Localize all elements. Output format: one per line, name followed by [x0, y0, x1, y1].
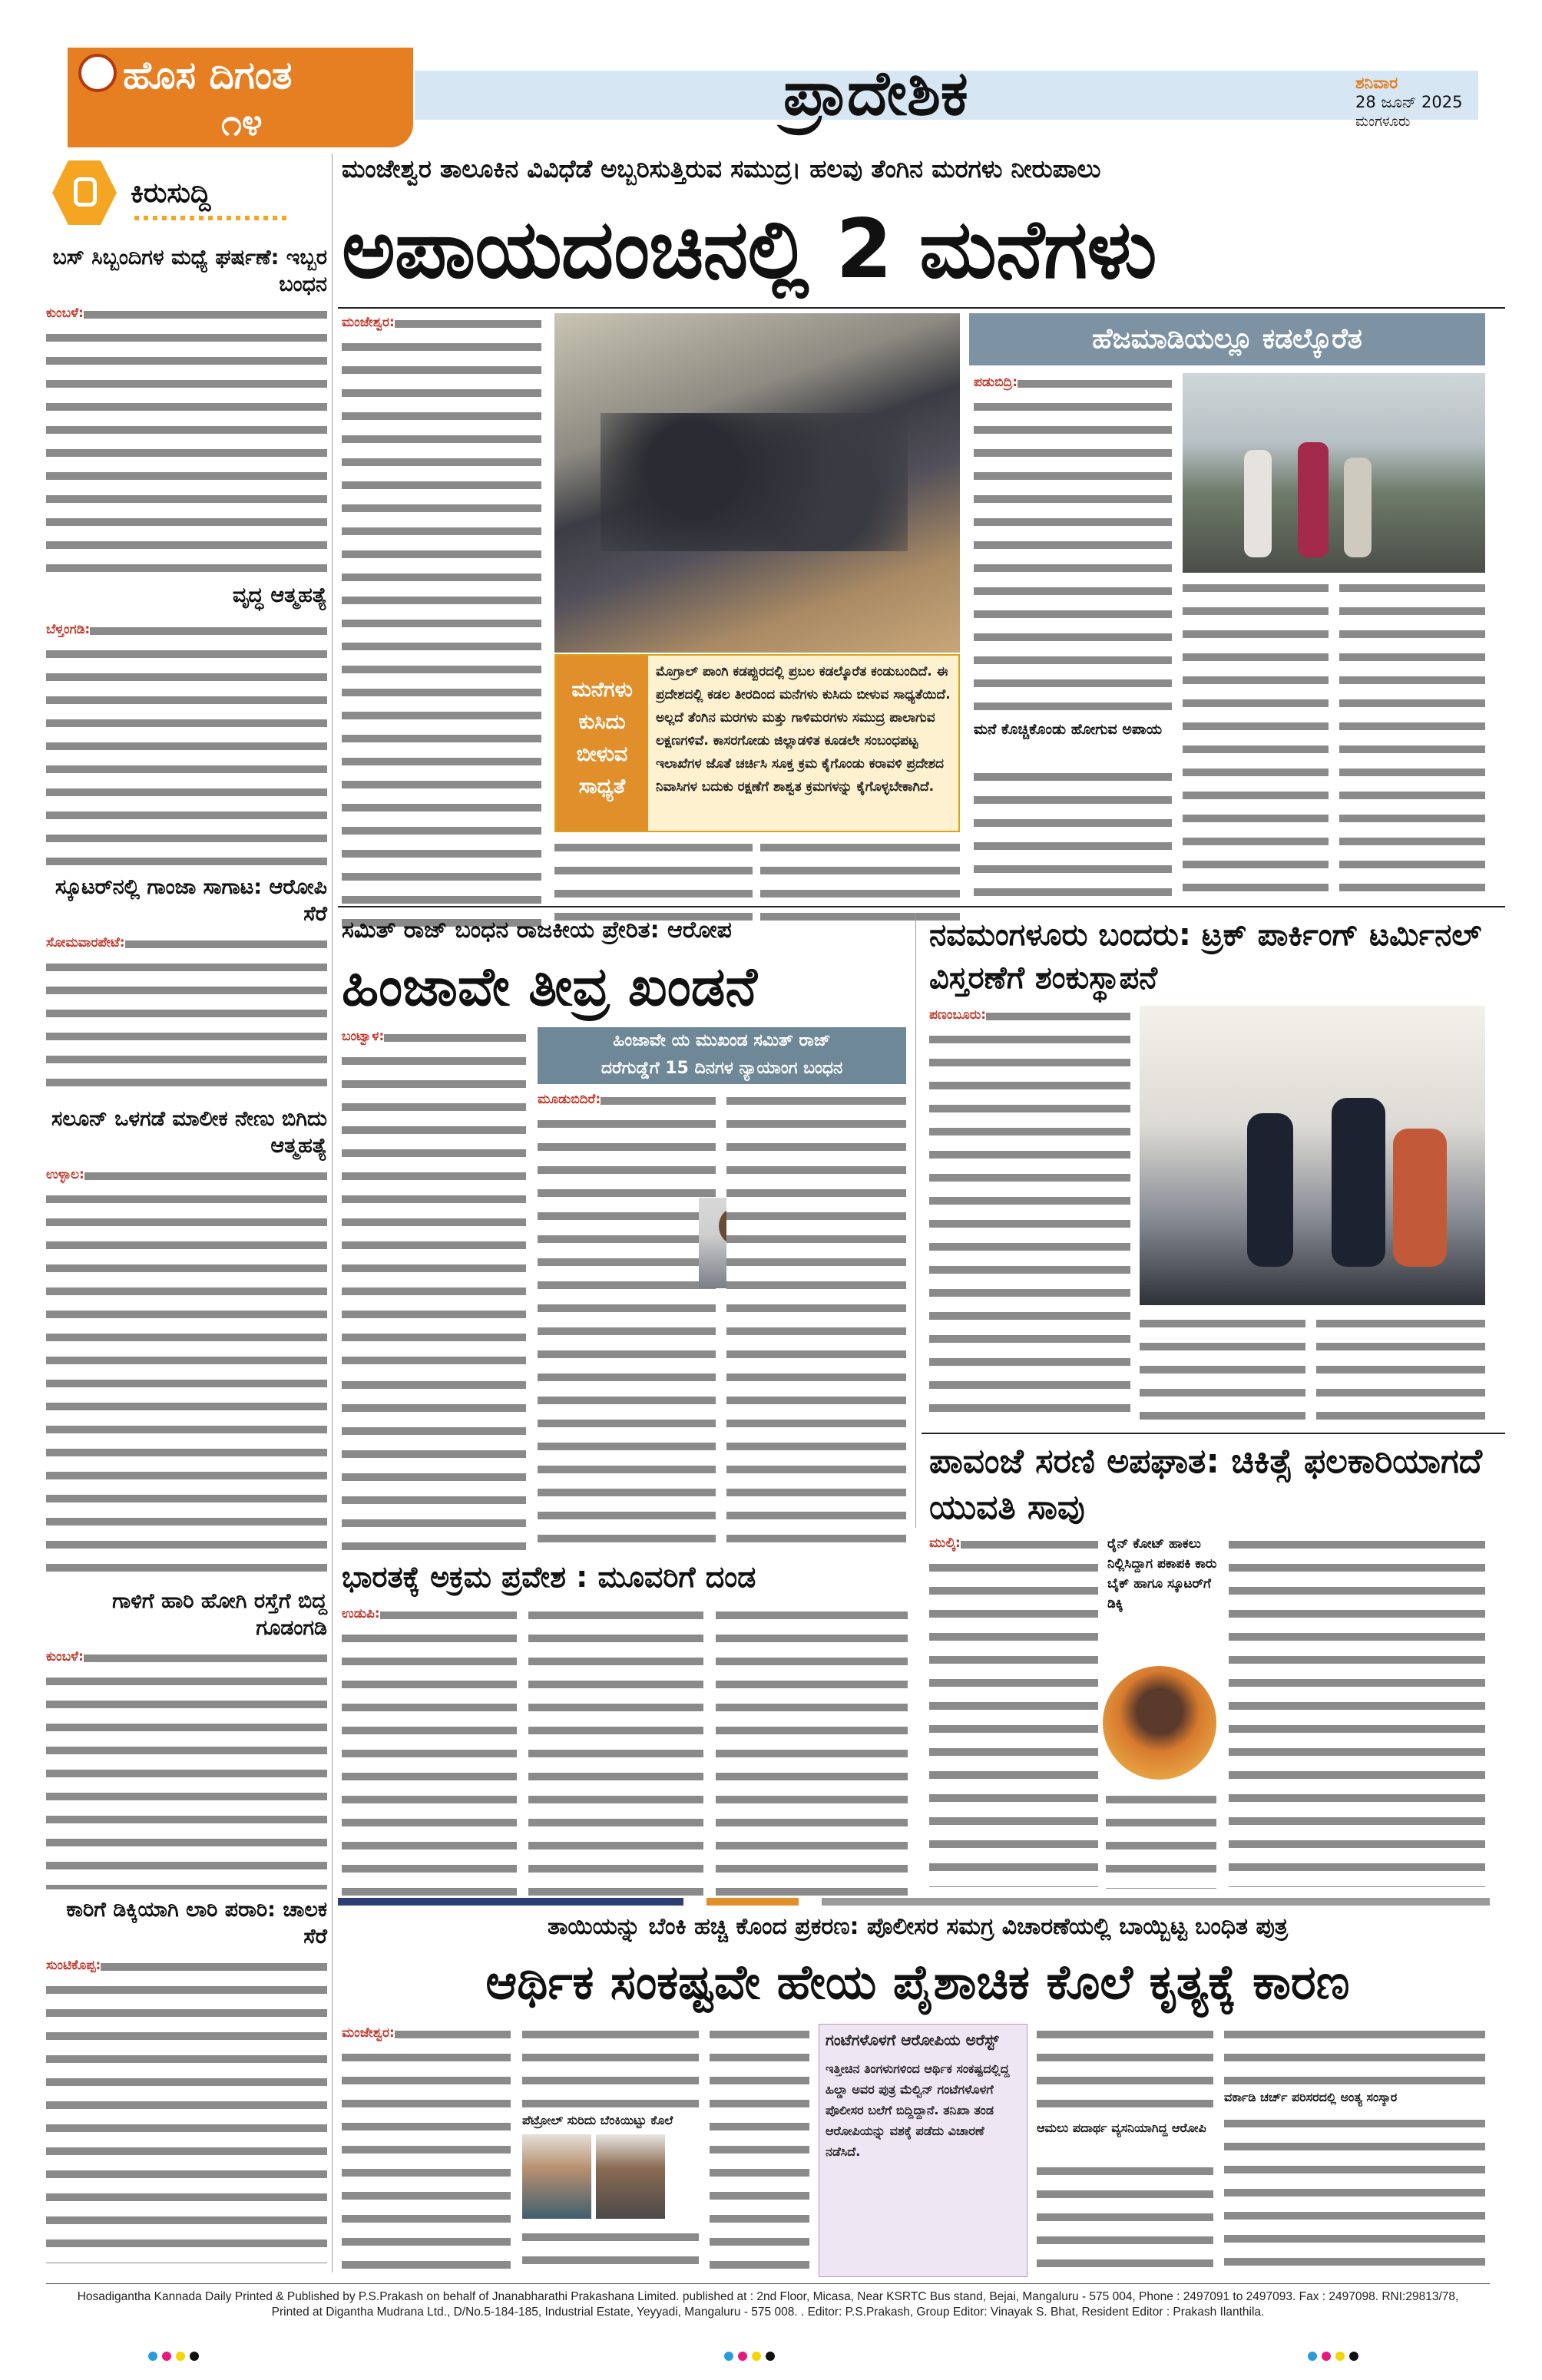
bottom-body-col4 [1037, 2024, 1213, 2116]
sidebar-dateline: ಕುಂಬಳೆ: [46, 1649, 84, 1664]
hinjave-kicker: ಸಮಿತ್ ರಾಜ್ ಬಂಧನ ರಾಜಕೀಯ ಪ್ರೇರಿತ: ಆರೋಪ [342, 917, 732, 944]
sidebar-headline: ಸ್ಕೂಟರ್‌ನಲ್ಲಿ ಗಾಂಜಾ ಸಾಗಾಟ: ಆರೋಪಿ ಸೆರೆ [55, 875, 327, 926]
hejamadi-headline: ಹೆಜಮಾಡಿಯಲ್ಲೂ ಕಡಲ್ಕೊರೆತ [1092, 323, 1362, 355]
lead-photo-sea-rocks [554, 313, 960, 653]
navamangaluru-body-col2 [1140, 1313, 1305, 1420]
mid-rule [915, 914, 916, 1528]
navamangaluru-photo [1140, 1006, 1485, 1305]
bharat-body-col2 [528, 1605, 703, 1896]
hinjave-body-text2 [538, 1090, 716, 1551]
masthead-city: ಮಂಗಳೂರು [1355, 114, 1411, 130]
section-rule-2 [922, 1433, 1505, 1434]
hinjave-dateline: ಬಂಟ್ವಾಳ: [342, 1029, 385, 1044]
sidebar-story-5 [46, 1588, 327, 1895]
section-title: ಪ್ರಾದೇಶಿಕ [783, 58, 968, 129]
masthead-day: ಶನಿವಾರ [1355, 74, 1398, 92]
bharat-body-col3 [716, 1605, 908, 1896]
sidebar-story-4 [46, 1106, 327, 1582]
bottom-portrait-son [596, 2134, 665, 2219]
logo-emblem-icon [78, 54, 117, 92]
hinjave-body-col2 [538, 1090, 716, 1551]
masthead-date-block [1355, 74, 1478, 131]
hejamadi-dateline: ಪಡುಬಿದ್ರಿ: [974, 375, 1018, 390]
navamangaluru-body-text [929, 1006, 1130, 1420]
lead-dateline: ಮಂಜೇಶ್ವರ: [342, 315, 395, 330]
bottom-body-col5 [1224, 2024, 1485, 2085]
masthead [0, 0, 1542, 150]
lead-rule [338, 307, 1505, 309]
bottom-subhead-mid: ಆಮಲು ಪದಾರ್ಥ ವ್ಯಸನಿಯಾಗಿದ್ದ ಆರೋಪಿ [1037, 2121, 1206, 2135]
hinjave-headline: ಹಿಂಜಾವೇ ತೀವ್ರ ಖಂಡನೆ [342, 955, 758, 1018]
sidebar-dateline: ಸುಂಟಿಕೊಪ್ಪ: [46, 1958, 101, 1973]
bottom-portrait-mother [522, 2134, 591, 2219]
sidebar-dateline: ಕುಂಬಳೆ: [46, 306, 84, 321]
bottom-body-col2b [522, 2226, 699, 2277]
lead-boxout [554, 654, 960, 832]
bottom-body-col2 [522, 2024, 699, 2108]
bottom-box-text: ಇತ್ತೀಚಿನ ತಿಂಗಳುಗಳಿಂದ ಆರ್ಥಿಕ ಸಂಕಷ್ಟದಲ್ಲಿದ್ದ ಹಿಲ್ಡಾ ಅವರ ಪುತ್ರ ಮೆಲ್ವಿನ್ ಗಂಟೆಗಳೊಳಗೆ ಪೊಲೀಸರ ಬಲೆಗೆ ಬಿದ್ದಿದ್ದಾನೆ. ತನಿಖಾ ತಂಡ ಆರೋಪಿಯನ್ನು ವಶಕ್ಕೆ ಪಡೆದು ವಿಚಾರಣೆ ನಡೆಸಿದೆ. [826, 2061, 1010, 2159]
lead-body-text [342, 313, 541, 935]
bottom-subhead-petrol: ಪೆಟ್ರೋಲ್ ಸುರಿದು ಬೆಂಕಿಯಿಟ್ಟು ಕೊಲೆ [522, 2113, 673, 2127]
pavanje-body-text [929, 1534, 1098, 1887]
registration-dots-left [146, 2349, 201, 2364]
kirusuddi-dots [134, 216, 288, 220]
bharat-headline: ಭಾರತಕ್ಕೆ ಅಕ್ರಮ ಪ್ರವೇಶ : ಮೂವರಿಗೆ ದಂಡ [342, 1560, 756, 1594]
sidebar-body [46, 1165, 327, 1580]
sidebar-body [46, 1956, 327, 2263]
hejamadi-body-text [974, 373, 1172, 711]
navamangaluru-body-col3 [1316, 1313, 1485, 1420]
pavanje-body-col3 [1229, 1534, 1485, 1887]
hejamadi-body-col1 [974, 373, 1172, 895]
navamangaluru-body-col1 [929, 1006, 1130, 1420]
bottom-body-col3 [710, 2024, 809, 2277]
hejamadi-header [969, 313, 1485, 365]
bharat-dateline: ಉಡುಪಿ: [342, 1606, 380, 1621]
bharat-body-text [342, 1605, 517, 1896]
bottom-dateline: ಮಂಜೇಶ್ವರ: [342, 2025, 395, 2041]
sidebar-body [46, 1648, 327, 1889]
sidebar-story-3 [46, 874, 327, 1104]
bottom-kicker: ತಾಯಿಯನ್ನು ಬೆಂಕಿ ಹಚ್ಚಿ ಕೊಂದ ಪ್ರಕರಣ: ಪೊಲೀಸರ ಸಮಗ್ರ ವಿಚಾರಣೆಯಲ್ಲಿ ಬಾಯ್ಬಿಟ್ಟ ಬಂಧಿತ ಪುತ್ರ [547, 1913, 1289, 1940]
sidebar-headline: ಸಲೂನ್ ಒಳಗಡೆ ಮಾಲೀಕ ನೇಣು ಬಿಗಿದು ಆತ್ಮಹತ್ಯೆ [51, 1107, 327, 1158]
footer-rule [46, 2283, 1490, 2284]
bottom-body-text [342, 2024, 511, 2277]
logo-text: ಹೊಸ ದಿಗಂತ [123, 53, 293, 98]
masthead-logo-block [68, 48, 413, 147]
sidebar-rule [332, 154, 333, 2273]
hinjave-box-line1: ಹಿಂಜಾವೇ ಯ ಮುಖಂಡ ಸಮಿತ್ ರಾಜ್ [613, 1031, 831, 1050]
pointing-hand-icon [52, 160, 117, 225]
sidebar-dateline: ಉಳ್ಳಾಲ: [46, 1167, 84, 1182]
pavanje-body-col2 [1106, 1789, 1216, 1889]
hejamadi-body-text2 [974, 766, 1172, 897]
bottom-body-col5b [1224, 2113, 1485, 2277]
bottom-body-col1 [342, 2024, 511, 2277]
pavanje-body-col1 [929, 1534, 1098, 1887]
pavanje-headline: ಪಾವಂಜೆ ಸರಣಿ ಅಪಘಾತ: ಚಿಕಿತ್ಸೆ ಫಲಕಾರಿಯಾಗದೆ ಯುವತಿ ಸಾವು [929, 1442, 1482, 1527]
hinjave-dateline2: ಮೂಡುಬಿದಿರೆ: [538, 1092, 601, 1107]
lead-boxhead: ಮನೆಗಳು ಕುಸಿದು ಬೀಳುವ ಸಾಧ್ಯತೆ [556, 656, 648, 831]
bottom-box-title: ಗಂಟೆಗಳೊಳಗೆ ಆರೋಪಿಯ ಅರೆಸ್ಟ್ [826, 2031, 999, 2049]
hinjave-box [538, 1027, 906, 1084]
bottom-headline: ಆರ್ಥಿಕ ಸಂಕಷ್ಟವೇ ಹೇಯ ಪೈಶಾಚಿಕ ಕೊಲೆ ಕೃತ್ಯಕ್ಕೆ ಕಾರಣ [485, 1954, 1350, 2010]
kirusuddi-block [46, 157, 326, 243]
sidebar-headline: ವೃದ್ಧ ಆತ್ಮಹತ್ಯೆ [232, 583, 327, 607]
hejamadi-body-col3 [1339, 577, 1485, 892]
hinjave-body-col3 [726, 1090, 906, 1551]
bottom-body-col4b [1037, 2160, 1213, 2277]
page-number: ೧೪ [221, 101, 263, 144]
footer [46, 2289, 1490, 2320]
masthead-date: 28 ಜೂನ್ 2025 [1355, 93, 1463, 111]
sidebar-body [46, 304, 327, 580]
hinjave-body-text [342, 1027, 526, 1365]
hejamadi-body-col2 [1183, 577, 1329, 892]
sidebar-dateline: ಸೋಮವಾರಪೇಟೆ: [46, 935, 125, 950]
lead-kicker: ಮಂಜೇಶ್ವರ ತಾಲೂಕಿನ ವಿವಿಧೆಡೆ ಅಬ್ಬರಿಸುತ್ತಿರುವ ಸಮುದ್ರ। ಹಲವು ತೆಂಗಿನ ಮರಗಳು ನೀರುಪಾಲು [342, 154, 1101, 183]
registration-dots-right [1305, 2349, 1361, 2364]
kirusuddi-label: ಕಿರುಸುದ್ದಿ [131, 177, 211, 209]
bottom-subhead-right: ವರ್ಕಾಡಿ ಚರ್ಚ್ ಪರಿಸರದಲ್ಲಿ ಅಂತ್ಯ ಸಂಸ್ಕಾರ [1224, 2090, 1398, 2104]
sidebar-dateline: ಬೆಳ್ತಂಗಡಿ: [46, 622, 91, 637]
sidebar-body [46, 934, 327, 1095]
pavanje-dateline: ಮುಲ್ಕಿ: [929, 1535, 961, 1551]
bottom-boxout [819, 2024, 1027, 2277]
bottom-divider-bar [338, 1898, 1490, 1906]
footer-line-1: Hosadigantha Kannada Daily Printed & Published by P.S.Prakash on behalf of Jnanabharathi Prakashana Limited. published at : 2nd Floor, Micasa, Near KSRTC Bus stand, Bejai, Mangaluru - 575 004, Phone : 2497091 to 2497093. Fax : 2497098. RNI:29813/78, [77, 2290, 1459, 2303]
sidebar-headline: ಕಾರಿಗೆ ಡಿಕ್ಕಿಯಾಗಿ ಲಾರಿ ಪರಾರಿ: ಚಾಲಕ ಸೆರೆ [66, 1898, 327, 1949]
sidebar-headline: ಗಾಳಿಗೆ ಹಾರಿ ಹೋಗಿ ರಸ್ತೆಗೆ ಬಿದ್ದ ಗೂಡಂಗಡಿ [112, 1589, 327, 1640]
hinjave-box-line2: ದರೆಗುಡ್ಡೆಗೆ 15 ದಿನಗಳ ನ್ಯಾಯಾಂಗ ಬಂಧನ [601, 1059, 843, 1078]
section-rule-1 [338, 906, 1505, 907]
navamangaluru-dateline: ಪಣಂಬೂರು: [929, 1007, 987, 1023]
bharat-body-col1 [342, 1605, 517, 1896]
lead-headline: ಅಪಾಯದಂಚಿನಲ್ಲಿ 2 ಮನೆಗಳು [342, 202, 1156, 296]
sidebar-story-2 [46, 582, 327, 874]
hinjave-body-col1b [342, 1374, 526, 1551]
registration-dots-center [722, 2349, 777, 2364]
pavanje-portrait [1103, 1666, 1216, 1780]
lead-box-text: ಮೊಗ್ರಾಲ್ ಪಾಂಗಿ ಕಡಪ್ಪುರದಲ್ಲಿ ಪ್ರಬಲ ಕಡಲ್ಕೊರೆತ ಕಂಡುಬಂದಿದೆ. ಈ ಪ್ರದೇಶದಲ್ಲಿ ಕಡಲ ತೀರದಿಂದ ಮನೆಗಳು ಕುಸಿದು ಬೀಳುವ ಸಾಧ್ಯತೆಯಿದೆ. ಅಲ್ಲದೆ ತೆಂಗಿನ ಮರಗಳು ಮತ್ತು ಗಾಳಿಮರಗಳು ಸಮುದ್ರ ಪಾಲಾಗುವ ಲಕ್ಷಣಗಳಿವೆ. ಕಾಸರಗೋಡು ಜಿಲ್ಲಾಡಳಿತ ಕೂಡಲೇ ಸಂಬಂಧಪಟ್ಟ ಇಲಾಖೆಗಳ ಜೊತೆ ಚರ್ಚಿಸಿ ಸೂಕ್ತ ಕ್ರಮ ಕೈಗೊಂಡು ಕರಾವಳಿ ಪ್ರದೇಶದ ನಿವಾಸಿಗಳ ಬದುಕು ರಕ್ಷಣೆಗೆ ಶಾಶ್ವತ ಕ್ರಮಗಳನ್ನು ಕೈಗೊಳ್ಳಬೇಕಾಗಿದೆ. [656, 664, 951, 795]
navamangaluru-headline: ನವಮಂಗಳೂರು ಬಂದರು: ಟ್ರಕ್ ಪಾರ್ಕಿಂಗ್ ಟರ್ಮಿನಲ್ ವಿಸ್ತರಣೆಗೆ ಶಂಕುಸ್ಥಾಪನೆ [929, 917, 1482, 996]
pavanje-side-note: ರೈನ್ ಕೋಟ್ ಹಾಕಲು ನಿಲ್ಲಿಸಿದ್ದಾಗ ಪಕಾಪಕಿ ಕಾರು ಬೈಕ್ ಹಾಗೂ ಸ್ಕೂಟರ್‌ಗೆ ಡಿಕ್ಕಿ [1107, 1536, 1217, 1611]
hinjave-body-col1 [342, 1027, 526, 1365]
sidebar-story-1 [46, 244, 327, 582]
hejamadi-subhead: ಮನೆ ಕೊಚ್ಚಿಕೊಂಡು ಹೋಗುವ ಅಪಾಯ [974, 721, 1163, 738]
sidebar-story-6 [46, 1896, 327, 2273]
sidebar-headline: ಬಸ್ ಸಿಬ್ಬಂದಿಗಳ ಮಧ್ಯೆ ಘರ್ಷಣೆ: ಇಬ್ಬರ ಬಂಧನ [52, 246, 327, 296]
sidebar-body [46, 620, 327, 866]
footer-line-2: Printed at Digantha Mudrana Ltd., D/No.5-184-185, Industrial Estate, Yeyyadi, Mangaluru - 575 008. . Editor: P.S.Prakash, Group Editor: Vinayak S. Bhat, Resident Editor : Prakash Ilanthila. [271, 2306, 1265, 2319]
hejamadi-photo [1183, 373, 1485, 573]
lead-body-col1 [342, 313, 541, 943]
